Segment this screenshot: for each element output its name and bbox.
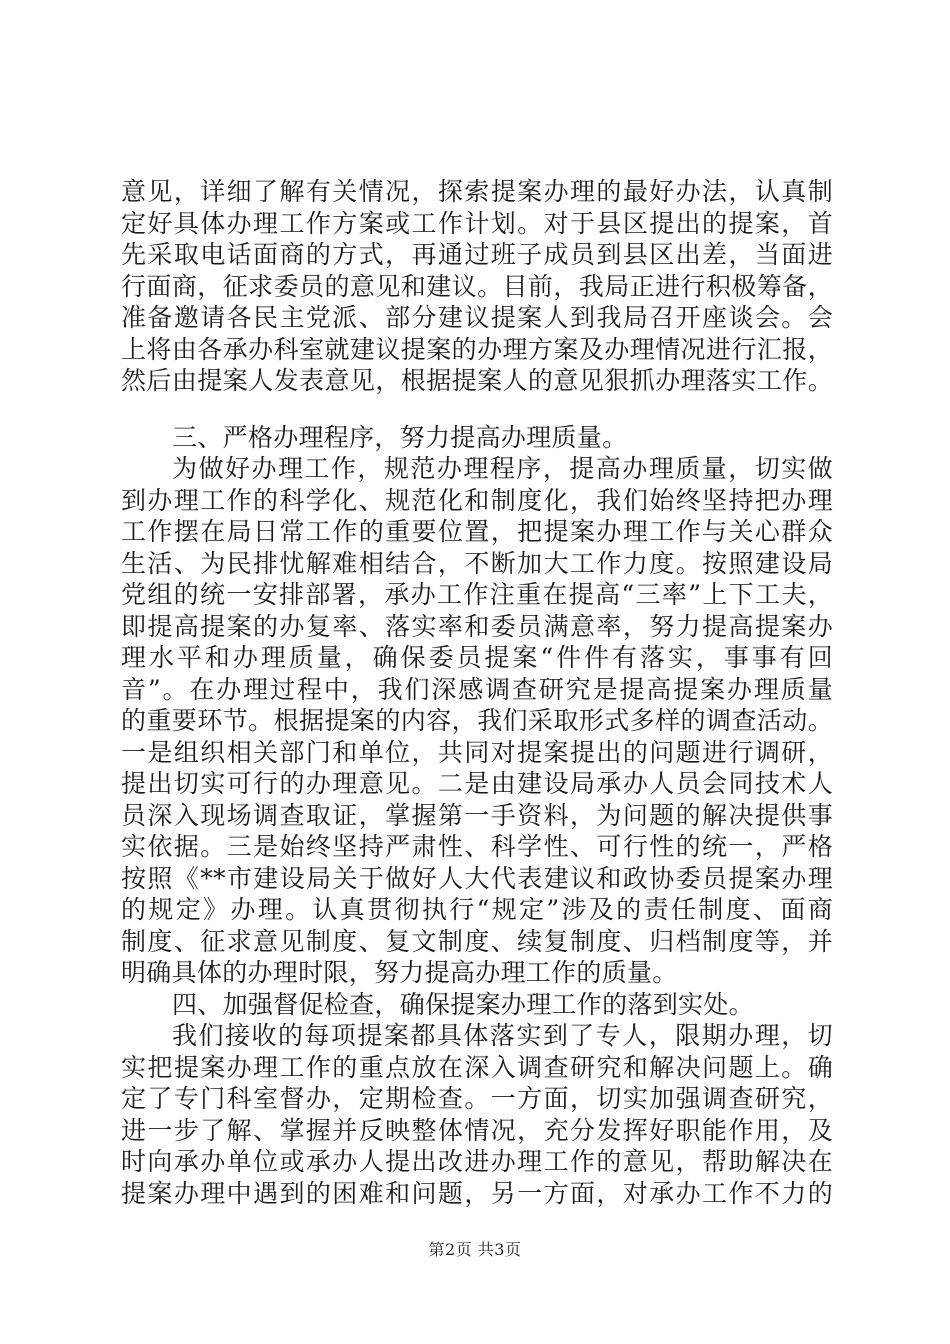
text-line: 的规定》办理。认真贯彻执行“规定”涉及的责任制度、面商	[121, 895, 833, 924]
text-line: 到办理工作的科学化、规范化和制度化，我们始终坚持把办理	[121, 485, 833, 515]
text-line: 生活、为民排忧解难相结合，不断加大工作力度。按照建设局	[121, 548, 833, 578]
paragraph-top	[121, 176, 833, 397]
text-line: 行面商，征求委员的意见和建议。目前，我局正进行积极筹备，	[121, 271, 833, 301]
text-line: 一是组织相关部门和单位，共同对提案提出的问题进行调研，	[121, 737, 833, 767]
paragraph-spacer	[121, 397, 833, 422]
text-line: 工作摆在局日常工作的重要位置，把提案办理工作与关心群众	[121, 517, 833, 546]
section-heading-3: 三、严格办理程序，努力提高办理质量。	[172, 422, 628, 452]
text-line: 我们接收的每项提案都具体落实到了专人，限期办理，切	[172, 1021, 833, 1050]
text-line: 提出切实可行的办理意见。二是由建设局承办人员会同技术人	[121, 769, 833, 798]
document-body	[121, 176, 833, 1209]
text-line: 然后由提案人发表意见，根据提案人的意见狠抓办理落实工作。	[121, 366, 833, 395]
paragraph-section-3	[121, 453, 833, 989]
text-line: 先采取电话面商的方式，再通过班子成员到县区出差，当面进	[121, 240, 833, 269]
text-line: 意见，详细了解有关情况，探索提案办理的最好办法，认真制	[121, 177, 833, 206]
text-line: 员深入现场调查取证，掌握第一手资料，为问题的解决提供事	[121, 800, 833, 830]
text-line: 制度、征求意见制度、复文制度、续复制度、归档制度等，并	[121, 926, 833, 956]
text-line: 实依据。三是始终坚持严肃性、科学性、可行性的统一，严格	[121, 832, 833, 861]
text-line: 理水平和办理质量，确保委员提案“件件有落实，事事有回	[121, 643, 833, 672]
text-line: 时向承办单位或承办人提出改进办理工作的意见，帮助解决在	[121, 1147, 833, 1176]
text-line: 明确具体的办理时限，努力提高办理工作的质量。	[121, 958, 678, 987]
text-line: 进一步了解、掌握并反映整体情况，充分发挥好职能作用，及	[121, 1115, 833, 1145]
text-line: 定好具体办理工作方案或工作计划。对于县区提出的提案，首	[121, 208, 833, 238]
text-line: 提案办理中遇到的困难和问题，另一方面，对承办工作不力的	[121, 1178, 833, 1208]
section-heading-4: 四、加强督促检查，确保提案办理工作的落到实处。	[172, 989, 754, 1019]
text-line: 音”。在办理过程中，我们深感调查研究是提高提案办理质量	[121, 674, 833, 704]
text-line: 实把提案办理工作的重点放在深入调查研究和解决问题上。确	[121, 1052, 833, 1082]
text-line: 上将由各承办科室就建议提案的办理方案及办理情况进行汇报，	[121, 334, 833, 364]
text-line: 准备邀请各民主党派、部分建议提案人到我局召开座谈会。会	[121, 303, 833, 332]
text-line: 定了专门科室督办，定期检查。一方面，切实加强调查研究，	[121, 1084, 833, 1113]
page-footer: 第2页 共3页	[428, 1240, 522, 1259]
text-line: 党组的统一安排部署，承办工作注重在提高“三率”上下工夫，	[121, 580, 833, 609]
text-line: 的重要环节。根据提案的内容，我们采取形式多样的调查活动。	[121, 706, 833, 735]
text-line: 按照《**市建设局关于做好人大代表建议和政协委员提案办理	[121, 863, 833, 893]
text-line: 为做好办理工作，规范办理程序，提高办理质量，切实做	[172, 454, 833, 483]
paragraph-section-4	[121, 1020, 833, 1209]
text-line: 即提高提案的办复率、落实率和委员满意率，努力提高提案办	[121, 611, 833, 641]
